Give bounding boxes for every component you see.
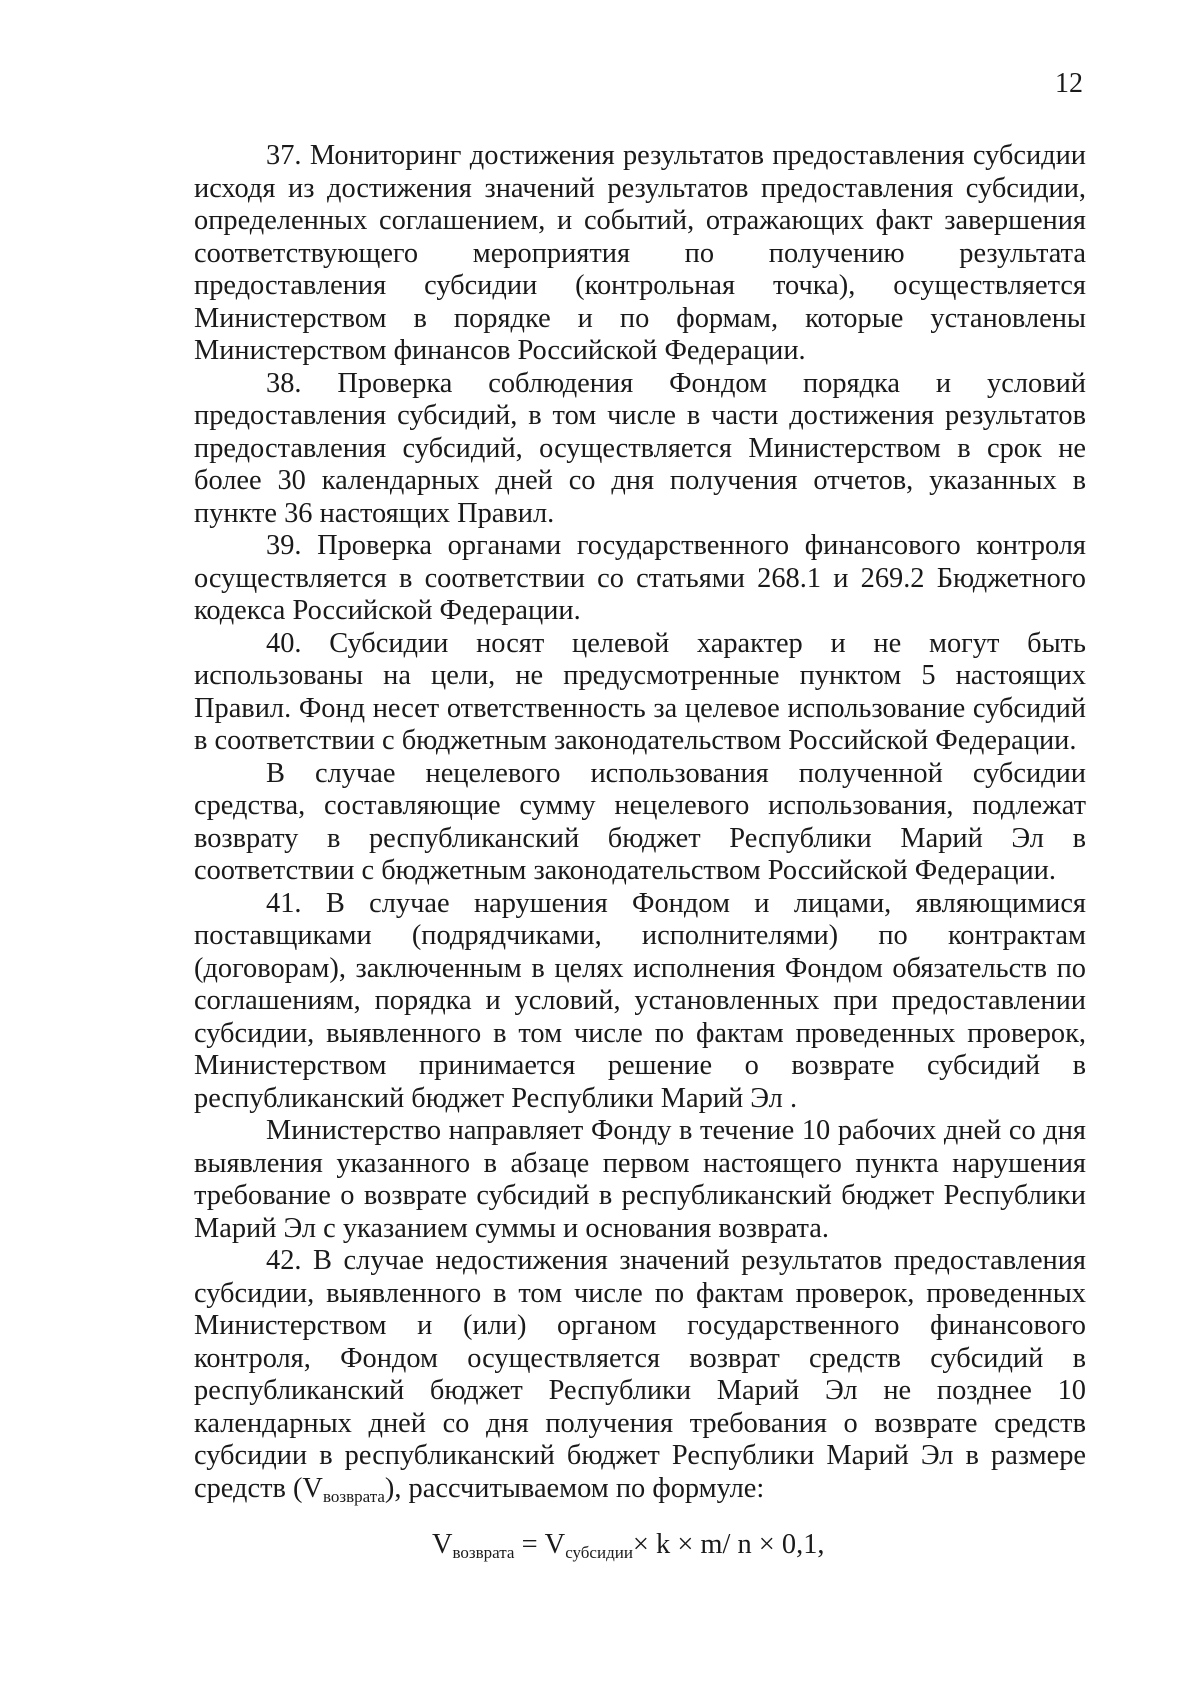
paragraph-41-second: Министерство направляет Фонду в течение 10 рабочих дней со дня выявления указанного в абзаце первом настоящего пункта нарушения требование о возврате субсидий в республиканский бюджет Республики Марий Эл с указанием суммы и основания возврата. — [194, 1115, 1086, 1244]
paragraph-39: 39. Проверка органами государственного финансового контроля осуществляется в соответствии со статьями 268.1 и 269.2 Бюджетного кодекса Российской Федерации. — [194, 530, 1086, 626]
formula-rest: × k × m/ n × 0,1, — [632, 1529, 825, 1560]
paragraph-41: 41. В случае нарушения Фондом и лицами, являющимися поставщиками (подрядчиками, исполнителями) по контрактам (договорам), заключенным в целях исполнения Фондом обязательств по соглашениям, порядка и условий, установленных при предоставлении субсидии, выявленного в том числе по фактам проведенных проверок, Министерством принимается решение о возврате субсидий в республиканский бюджет Республики Марий Эл . — [194, 887, 1086, 1114]
formula-lhs-subscript: возврата — [452, 1543, 515, 1562]
paragraph-37: 37. Мониторинг достижения результатов предоставления субсидии исходя из достижения значений результатов предоставления субсидии, определенных соглашением, и событий, отражающих факт завершения соответствующего мероприятия по получению результата предоставления субсидии (контрольная точка), осуществляется Министерством в порядке и по формам, которые установлены Министерством финансов Российской Федерации. — [194, 140, 1086, 366]
paragraph-42-text: 42. В случае недостижения значений результатов предоставления субсидии, выявленного в том числе по фактам проверок, проведенных Министерством и (или) органом государственного финансового контроля, Фондом осуществляется возврат средств субсидий в республиканский бюджет Республики Марий Эл не позднее 10 календарных дней со дня получения требования о возврате средств субсидии в республиканский бюджет Республики Марий Эл в размере средств (V — [194, 1245, 1086, 1504]
return-formula — [432, 1528, 825, 1563]
paragraph-40: 40. Субсидии носят целевой характер и не могут быть использованы на цели, не предусмотренные пунктом 5 настоящих Правил. Фонд несет ответственность за целевое использование субсидий в соответствии с бюджетным законодательством Российской Федерации. — [194, 627, 1086, 756]
formula-rhs-subscript: субсидии — [565, 1543, 633, 1562]
paragraph-42 — [194, 1245, 1086, 1513]
document-body — [194, 140, 1086, 1513]
paragraph-42-tail: ), рассчитываемом по формуле: — [384, 1472, 765, 1504]
paragraph-42-subscript: возврата — [322, 1486, 385, 1506]
formula-lhs: V — [432, 1529, 453, 1560]
paragraph-40-second: В случае нецелевого использования полученной субсидии средства, составляющие сумму нецелевого использования, подлежат возврату в республиканский бюджет Республики Марий Эл в соответствии с бюджетным законодательством Российской Федерации. — [194, 757, 1086, 886]
formula-equals: = V — [514, 1529, 566, 1560]
paragraph-38: 38. Проверка соблюдения Фондом порядка и условий предоставления субсидий, в том числе в части достижения результатов предоставления субсидий, осуществляется Министерством в срок не более 30 календарных дней со дня получения отчетов, указанных в пункте 36 настоящих Правил. — [194, 367, 1086, 529]
page-number: 12 — [1055, 68, 1083, 99]
